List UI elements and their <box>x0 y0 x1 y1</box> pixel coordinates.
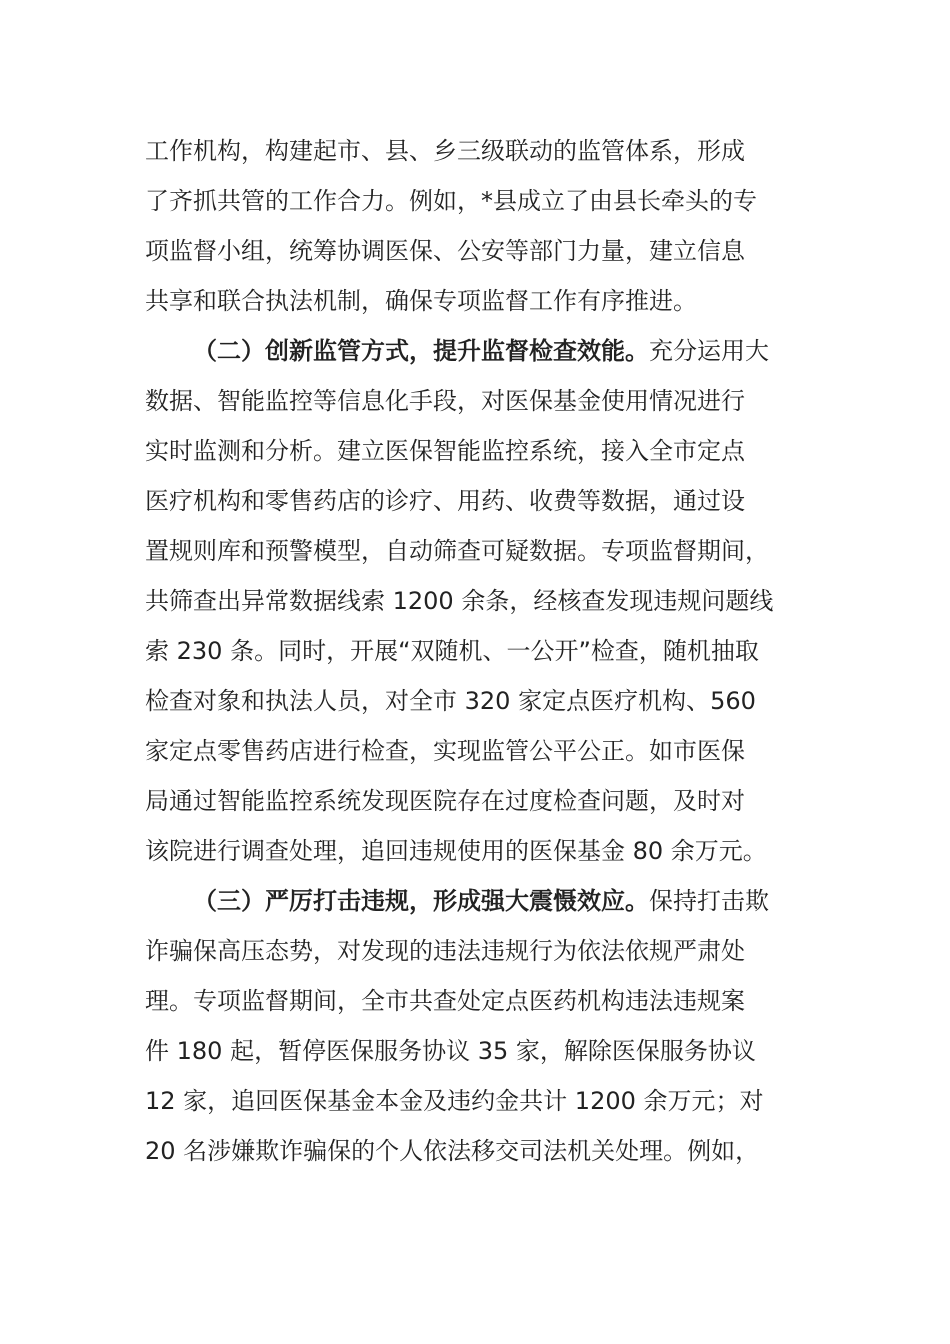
paragraph-line: 12 家，追回医保基金本金及违约金共计 1200 余万元；对 <box>145 1087 764 1115</box>
paragraph-line: 医疗机构和零售药店的诊疗、用药、收费等数据，通过设 <box>145 487 745 515</box>
paragraph-line: 件 180 起，暂停医保服务协议 35 家，解除医保服务协议 <box>145 1037 756 1065</box>
paragraph-line: 数据、智能监控等信息化手段，对医保基金使用情况进行 <box>145 387 745 415</box>
paragraph-line: 20 名涉嫌欺诈骗保的个人依法移交司法机关处理。例如， <box>145 1137 760 1165</box>
section-3-first-line-text: 保持打击欺 <box>649 887 769 915</box>
paragraph-line: 共筛查出异常数据线索 1200 余条，经核查发现违规问题线 <box>145 587 774 615</box>
paragraph-line: 家定点零售药店进行检查，实现监管公平公正。如市医保 <box>145 737 745 765</box>
paragraph-line: 项监督小组，统筹协调医保、公安等部门力量，建立信息 <box>145 237 745 265</box>
paragraph-line: 工作机构，构建起市、县、乡三级联动的监管体系，形成 <box>145 137 745 165</box>
paragraph-line: 实时监测和分析。建立医保智能监控系统，接入全市定点 <box>145 437 745 465</box>
paragraph-line: 理。专项监督期间，全市共查处定点医药机构违法违规案 <box>145 987 745 1015</box>
section-2-first-line-text: 充分运用大 <box>649 337 769 365</box>
paragraph-line: 共享和联合执法机制，确保专项监督工作有序推进。 <box>145 287 697 315</box>
section-2-first-line <box>145 326 815 376</box>
paragraph-line: 检查对象和执法人员，对全市 320 家定点医疗机构、560 <box>145 687 756 715</box>
paragraph-line: 索 230 条。同时，开展“双随机、一公开”检查，随机抽取 <box>145 637 759 665</box>
paragraph-line: 置规则库和预警模型，自动筛查可疑数据。专项监督期间， <box>145 537 769 565</box>
paragraph-line: 该院进行调查处理，追回违规使用的医保基金 80 余万元。 <box>145 837 767 865</box>
section-2-heading: （二）创新监管方式，提升监督检查效能。 <box>193 337 649 365</box>
paragraph-line: 局通过智能监控系统发现医院存在过度检查问题，及时对 <box>145 787 745 815</box>
paragraph-line: 诈骗保高压态势，对发现的违法违规行为依法依规严肃处 <box>145 937 745 965</box>
section-3-first-line <box>145 876 815 926</box>
section-3-heading: （三）严厉打击违规，形成强大震慑效应。 <box>193 887 649 915</box>
document-body <box>145 126 815 1176</box>
paragraph-line: 了齐抓共管的工作合力。例如，*县成立了由县长牵头的专 <box>145 187 757 215</box>
